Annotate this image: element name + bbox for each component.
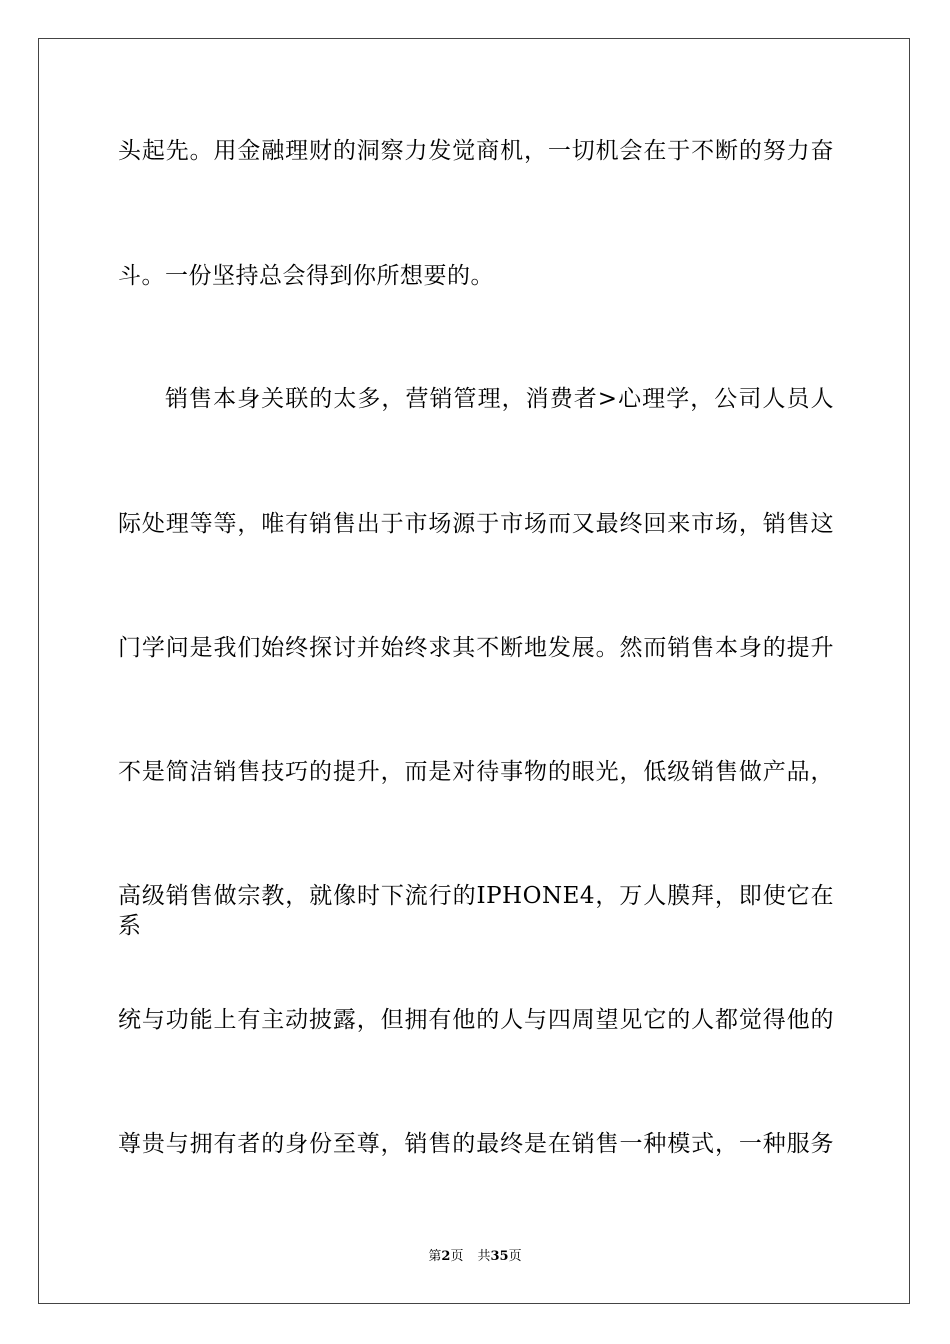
page-prefix: 第 <box>428 1249 442 1264</box>
page-border <box>38 38 910 1304</box>
body-text-line-8: 统与功能上有主动披露，但拥有他的人与四周望见它的人都觉得他的 <box>118 1007 834 1033</box>
page-number: 2 <box>441 1249 451 1264</box>
body-text-line-2: 斗。一份坚持总会得到你所想要的。 <box>118 263 494 289</box>
body-text-line-9: 尊贵与拥有者的身份至尊，销售的最终是在销售一种模式，一种服务 <box>118 1131 834 1157</box>
body-text-line-6: 不是简洁销售技巧的提升，而是对待事物的眼光，低级销售做产品， <box>118 759 834 785</box>
total-suffix: 页 <box>508 1249 522 1264</box>
body-text-line-4: 际处理等等，唯有销售出于市场源于市场而又最终回来市场，销售这 <box>118 511 834 537</box>
body-text-line-5: 门学问是我们始终探讨并始终求其不断地发展。然而销售本身的提升 <box>118 635 834 661</box>
total-prefix: 共 <box>477 1249 491 1264</box>
total-pages: 35 <box>490 1249 509 1264</box>
body-text-line-7: 高级销售做宗教，就像时下流行的IPHONE4，万人膜拜，即使它在系 <box>118 883 834 939</box>
page-footer <box>0 1248 950 1266</box>
body-text-line-3: 销售本身关联的太多，营销管理，消费者>心理学，公司人员人 <box>165 386 834 412</box>
body-text-line-1: 头起先。用金融理财的洞察力发觉商机，一切机会在于不断的努力奋 <box>118 138 834 164</box>
page-suffix: 页 <box>450 1249 464 1264</box>
